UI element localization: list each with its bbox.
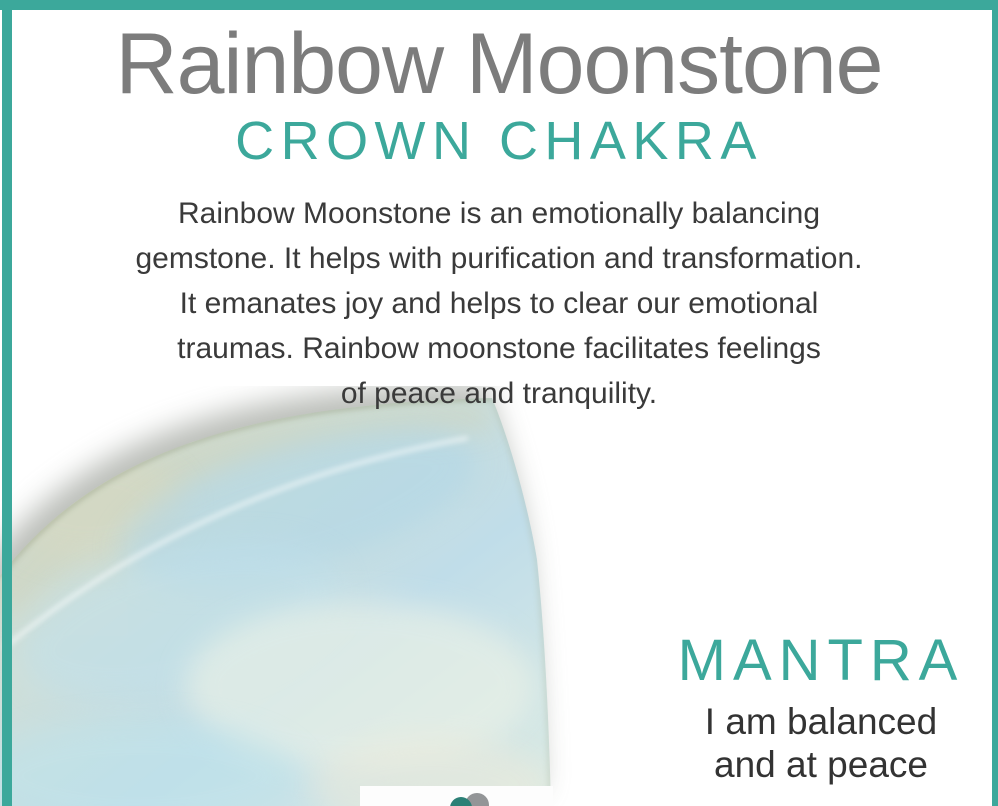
- moonstone-photo: [0, 386, 572, 806]
- description-line: It emanates joy and helps to clear our emotional: [179, 287, 819, 320]
- description-line: gemstone. It helps with purification and transformation.: [135, 242, 863, 275]
- mantra-line: and at peace: [714, 744, 928, 785]
- mantra-heading: MANTRA: [677, 628, 965, 693]
- mantra-line: I am balanced: [704, 701, 938, 742]
- mantra-section: [656, 628, 986, 786]
- frame-right-bar: [992, 10, 998, 806]
- page-title: Rainbow Moonstone: [115, 16, 883, 112]
- description-paragraph: [0, 191, 998, 416]
- brand-logo-box: [360, 786, 553, 806]
- description-line: of peace and tranquility.: [340, 377, 658, 410]
- chakra-subtitle: CROWN CHAKRA: [235, 111, 763, 171]
- description-line: traumas. Rainbow moonstone facilitates feelings: [177, 332, 821, 365]
- frame-left-bar: [2, 10, 12, 806]
- frame-top-bar: [0, 0, 998, 10]
- description-line: Rainbow Moonstone is an emotionally balancing: [177, 197, 821, 230]
